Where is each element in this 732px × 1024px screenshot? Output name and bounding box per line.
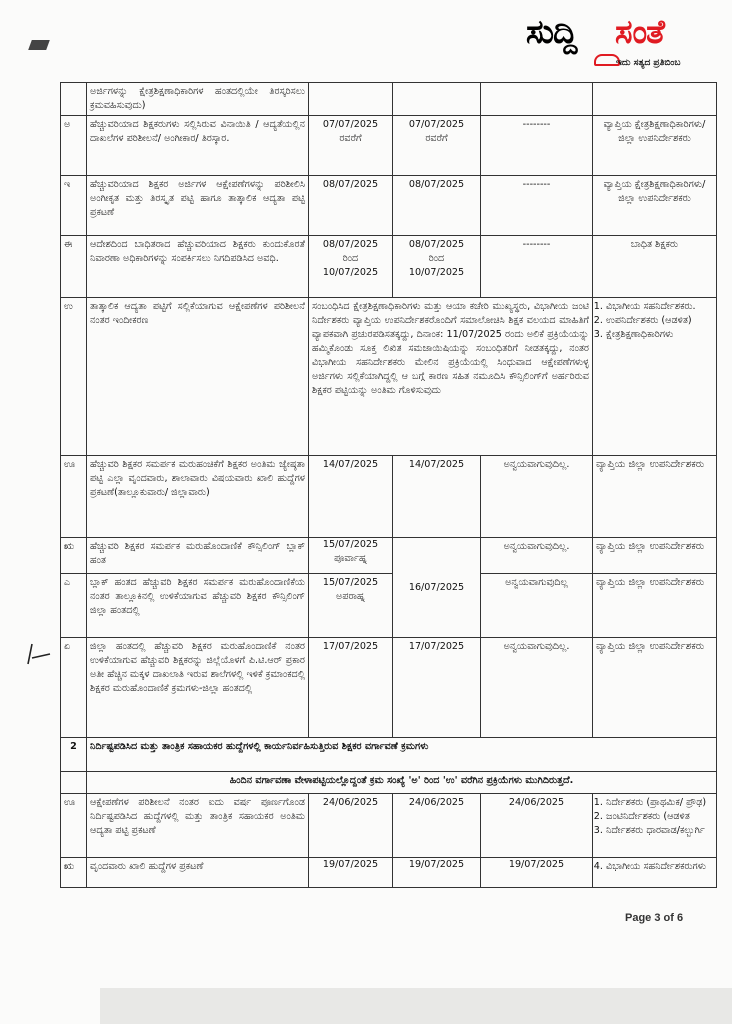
authority-item: 2. ಜಂಟಿನಿರ್ದೇಶಕರು (ಆಡಳಿತ xyxy=(606,810,713,824)
row-number: ಋ xyxy=(61,538,87,574)
note-row xyxy=(61,772,717,794)
row-date-1: 19/07/2025 xyxy=(309,858,393,888)
pen-mark-icon xyxy=(24,640,54,670)
table-row xyxy=(61,176,717,236)
table-row xyxy=(61,538,717,574)
row-date-3: ಅನ್ವಯವಾಗುವುದಿಲ್ಲ xyxy=(481,574,593,638)
section-number: 2 xyxy=(61,738,87,772)
row-task: ತಾತ್ಕಾಲಿಕ ಆದ್ಯತಾ ಪಟ್ಟಿಗೆ ಸಲ್ಲಿಕೆಯಾಗುವ ಆಕ್ಷೇಪಣೆಗಳ ಪರಿಶೀಲನೆ ನಂತರ ಇಂದೀಕರಣ xyxy=(87,298,309,456)
section-title: ನಿರ್ದಿಷ್ಟಪಡಿಸಿದ ಮತ್ತು ತಾಂತ್ರಿಕ ಸಹಾಯಕರ ಹುದ್ದೆಗಳಲ್ಲಿ ಕಾರ್ಯನಿರ್ವಹಿಸುತ್ತಿರುವ ಶಿಕ್ಷಕರ ವರ್ಗಾವಣೆ ಕ್ರಮಗಳು xyxy=(87,738,717,772)
row-date-2: 17/07/2025 xyxy=(393,638,481,738)
row-date-1: 14/07/2025 xyxy=(309,456,393,538)
row-number: ಉ xyxy=(61,298,87,456)
row-procedure-note: ಸಂಬಂಧಿಸಿದ ಕ್ಷೇತ್ರಶಿಕ್ಷಣಾಧಿಕಾರಿಗಳು ಮತ್ತು ಆಯಾ ಕಚೇರಿ ಮುಖ್ಯಸ್ಥರು, ವಿಭಾಗೀಯ ಜಂಟಿ ನಿರ್ದೇಶಕರು ವ್ಯಾಪ್ತಿಯ ಉಪನಿರ್ದೇಶಕರೊಂದಿಗೆ ಸಮಾಲೋಚಿಸಿ ಶಿಕ್ಷಕ ವಲಯದ ಮಾಹಿತಿಗೆ ವ್ಯಾಪಕವಾಗಿ ಪ್ರಚುರಪಡಿಸತಕ್ಕದ್ದು, ದಿನಾಂಕ: 11/07/2025 ರಂದು ಅಲಿಕೆ ಪ್ರಕ್ರಿಯೆಯನ್ನು ಹಮ್ಮಿಕೊಂಡು ಸೂಕ್ತ ಲಿಖಿತ ಸಮಜಾಯಿಷಿಯನ್ನು ಸಂಬಂಧಿತರಿಗೆ ನೀಡತಕ್ಕದ್ದು, ನಂತರ ವಿಭಾಗೀಯ ಸಹನಿರ್ದೇಶಕರು ಮೇಲಿನ ಪ್ರಕ್ರಿಯೆಯಲ್ಲಿ ಸಿಂಧುವಾದ ಆಕ್ಷೇಪಣೆಗಳುಳ್ಳ ಅರ್ಜಿಗಳು ಸಲ್ಲಿಕೆಯಾಗಿದ್ದಲ್ಲಿ ಆ ಬಗ್ಗೆ ಕಾರಣ ಸಹಿತ ನಮೂದಿಸಿ ಕೌನ್ಸಿಲಿಂಗ್‌ಗೆ ಅರ್ಹರಿರುವ ಶಿಕ್ಷಕರ ಪಟ್ಟಿಯನ್ನು ಅಂತಿಮ ಗೊಳಿಸುವುದು xyxy=(309,298,593,456)
table-row xyxy=(61,638,717,738)
row-date-3: -------- xyxy=(481,116,593,176)
authority-item: 3. ನಿರ್ದೇಶಕರು ಧಾರವಾಡ/ಕಲ್ಬುರ್ಗಿ xyxy=(606,824,713,838)
row-number: ಏ xyxy=(61,638,87,738)
row-task: ಜಿಲ್ಲಾ ಹಂತದಲ್ಲಿ ಹೆಚ್ಚುವರಿ ಶಿಕ್ಷಕರ ಮರುಹೊಂದಾಣಿಕೆ ನಂತರ ಉಳಿಕೆಯಾಗುವ ಹೆಚ್ಚುವರಿ ಶಿಕ್ಷಕರನ್ನು ಜಿಲ್ಲೆಯೊಳಗೆ ಪಿ.ಟಿ.ಆರ್ ಪ್ರಕಾರ ಅತೀ ಹೆಚ್ಚಿನ ಮಕ್ಕಳ ದಾಖಲಾತಿ ಇರುವ ಶಾಲೆಗಳಲ್ಲಿ ಇಳಿಕೆ ಕ್ರಮಾಂಕದಲ್ಲಿ ಶಿಕ್ಷಕರ ಮರುಹೊಂದಾಣಿಕೆ ಕ್ರಮಗಳು-ಜಿಲ್ಲಾ ಹಂತದಲ್ಲಿ xyxy=(87,638,309,738)
table-row xyxy=(61,456,717,538)
row-date-3: 24/06/2025 xyxy=(481,794,593,858)
row-date-1: 08/07/2025 xyxy=(309,176,393,236)
authority-item: 2. ಉಪನಿರ್ದೇಶಕರು (ಆಡಳಿತ) xyxy=(606,314,713,328)
row-number xyxy=(61,83,87,116)
row-authority: ವ್ಯಾಪ್ತಿಯ ಜಿಲ್ಲಾ ಉಪನಿರ್ದೇಶಕರು xyxy=(593,574,717,638)
authority-item: 4. ವಿಭಾಗೀಯ ಸಹನಿರ್ದೇಶಕರುಗಳು xyxy=(606,860,713,874)
table-row xyxy=(61,574,717,638)
row-task: ಆದೇಶದಿಂದ ಬಾಧಿತರಾದ ಹೆಚ್ಚುವರಿಯಾದ ಶಿಕ್ಷಕರು ಕುಂದುಕೊರತೆ ನಿವಾರಣಾ ಅಧಿಕಾರಿಗಳನ್ನು ಸಂಪರ್ಕಿಸಲು ನಿಗದಿಪಡಿಸಿದ ಅವಧಿ. xyxy=(87,236,309,298)
row-date-1: 17/07/2025 xyxy=(309,638,393,738)
row-date-2: 16/07/2025 xyxy=(393,538,481,638)
table-row xyxy=(61,298,717,456)
table-row xyxy=(61,236,717,298)
row-date-3: ಅನ್ವಯವಾಗುವುದಿಲ್ಲ. xyxy=(481,638,593,738)
row-authority-list xyxy=(593,794,717,858)
row-task: ವೃಂದವಾರು ಖಾಲಿ ಹುದ್ದೆಗಳ ಪ್ರಕಟಣೆ xyxy=(87,858,309,888)
authority-item: 1. ನಿರ್ದೇಶಕರು (ಪ್ರಾಥಮಿಕ/ ಪ್ರೌಢ) xyxy=(606,796,713,810)
row-number: ಈ xyxy=(61,236,87,298)
section-note: ಹಿಂದಿನ ವರ್ಗಾವಣಾ ವೇಳಾಪಟ್ಟಿಯಲ್ಲೊದ್ದಂತೆ ಕ್ರಮ ಸಂಖ್ಯೆ 'ಅ' ರಿಂದ 'ಉ' ವರೆಗಿನ ಪ್ರಕ್ರಿಯೆಗಳು ಮುಗಿದಿರುತ್ತದೆ. xyxy=(87,772,717,794)
row-date-2: 08/07/2025 xyxy=(393,176,481,236)
row-date-2: 24/06/2025 xyxy=(393,794,481,858)
row-date-3: -------- xyxy=(481,236,593,298)
row-authority: ವ್ಯಾಪ್ತಿಯ ಕ್ಷೇತ್ರಶಿಕ್ಷಣಾಧಿಕಾರಿಗಳು/ ಜಿಲ್ಲಾ ಉಪನಿರ್ದೇಶಕರು xyxy=(593,116,717,176)
row-number: ಇ xyxy=(61,176,87,236)
scan-artifact xyxy=(28,40,50,50)
table-row xyxy=(61,794,717,858)
logo-word-suddi: ಸುದ್ದಿ xyxy=(526,12,577,51)
row-date-3: ಅನ್ವಯವಾಗುವುದಿಲ್ಲ. xyxy=(481,456,593,538)
table-row xyxy=(61,83,717,116)
row-task: ಹೆಚ್ಚುವರಿ ಶಿಕ್ಷಕರ ಸಮರ್ಪಕ ಮರುಹೊಂದಾಣಿಕೆ ಕೌನ್ಸಿಲಿಂಗ್ ಬ್ಲಾಕ್ ಹಂತ xyxy=(87,538,309,574)
section-header-row xyxy=(61,738,717,772)
row-date-2: 07/07/2025 ರವರೆಗೆ xyxy=(393,116,481,176)
row-date-3: 19/07/2025 xyxy=(481,858,593,888)
row-date-3: -------- xyxy=(481,176,593,236)
table-row xyxy=(61,116,717,176)
authority-item: 3. ಕ್ಷೇತ್ರಶಿಕ್ಷಣಾಧಿಕಾರಿಗಳು xyxy=(606,328,713,342)
table-row xyxy=(61,858,717,888)
logo-word-sante: ಸಂತೆ xyxy=(615,12,664,51)
authority-item: 1. ವಿಭಾಗೀಯ ಸಹನಿರ್ದೇಶಕರು. xyxy=(606,300,713,314)
row-number: ಎ xyxy=(61,574,87,638)
row-authority: ವ್ಯಾಪ್ತಿಯ ಜಿಲ್ಲಾ ಉಪನಿರ್ದೇಶಕರು xyxy=(593,456,717,538)
row-authority: ವ್ಯಾಪ್ತಿಯ ಜಿಲ್ಲಾ ಉಪನಿರ್ದೇಶಕರು xyxy=(593,638,717,738)
row-task: ಹೆಚ್ಚುವರಿಯಾದ ಶಿಕ್ಷಕರುಗಳು ಸಲ್ಲಿಸಿರುವ ವಿನಾಯಿತಿ / ಆದ್ಯತೆಯಲ್ಲಿನ ದಾಖಲೆಗಳ ಪರಿಶೀಲನೆ/ ಅಂಗೀಕಾರ/ ತಿರಸ್ಕಾರ. xyxy=(87,116,309,176)
row-authority: ವ್ಯಾಪ್ತಿಯ ಕ್ಷೇತ್ರಶಿಕ್ಷಣಾಧಿಕಾರಿಗಳು/ ಜಿಲ್ಲಾ ಉಪನಿರ್ದೇಶಕರು xyxy=(593,176,717,236)
row-date-2: 19/07/2025 xyxy=(393,858,481,888)
page-number: Page 3 of 6 xyxy=(625,912,684,924)
row-task: ಹೆಚ್ಚುವರಿಯಾದ ಶಿಕ್ಷಕರ ಅರ್ಜಿಗಳ ಆಕ್ಷೇಪಣೆಗಳನ್ನು ಪರಿಶೀಲಿಸಿ ಅಂಗೀಕೃತ ಮತ್ತು ತಿರಸ್ಕೃತ ಪಟ್ಟಿ ಹಾಗೂ ತಾತ್ಕಾಲಿಕ ಆದ್ಯತಾ ಪಟ್ಟಿ ಪ್ರಕಟಣೆ xyxy=(87,176,309,236)
row-authority-list xyxy=(593,298,717,456)
row-task: ಆಕ್ಷೇಪಣೆಗಳ ಪರಿಶೀಲನೆ ನಂತರ ಐದು ವರ್ಷ ಪೂರ್ಣಗೊಂಡ ನಿರ್ದಿಷ್ಟಪಡಿಸಿದ ಹುದ್ದೆಗಳಲ್ಲಿ ಮತ್ತು ತಾಂತ್ರಿಕ ಸಹಾಯಕರ ಅಂತಿಮ ಆದ್ಯತಾ ಪಟ್ಟಿ ಪ್ರಕಟಣೆ xyxy=(87,794,309,858)
row-date-2: 14/07/2025 xyxy=(393,456,481,538)
row-date-1: 07/07/2025 ರವರೆಗೆ xyxy=(309,116,393,176)
row-task: ಬ್ಲಾಕ್ ಹಂತದ ಹೆಚ್ಚುವರಿ ಶಿಕ್ಷಕರ ಸಮರ್ಪಕ ಮರುಹೊಂದಾಣಿಕೆಯ ನಂತರ ತಾಲ್ಲೂಕಿನಲ್ಲಿ ಉಳಿಕೆಯಾಗುವ ಹೆಚ್ಚುವರಿ ಶಿಕ್ಷಕರ ಕೌನ್ಸಿಲಿಂಗ್ ಜಿಲ್ಲಾ ಹಂತದಲ್ಲಿ xyxy=(87,574,309,638)
row-authority-list xyxy=(593,858,717,888)
logo-tagline: ಇದು ಸತ್ಯದ ಪ್ರತಿಬಿಂಬ xyxy=(616,58,681,68)
row-date-2: 08/07/2025 ರಿಂದ 10/07/2025 xyxy=(393,236,481,298)
row-authority: ವ್ಯಾಪ್ತಿಯ ಜಿಲ್ಲಾ ಉಪನಿರ್ದೇಶಕರು xyxy=(593,538,717,574)
row-task: ಅರ್ಜಿಗಳನ್ನು ಕ್ಷೇತ್ರಶಿಕ್ಷಣಾಧಿಕಾರಿಗಳ ಹಂತದಲ್ಲಿಯೇ ತಿರಸ್ಕರಿಸಲು ಕ್ರಮವಹಿಸುವುದು) xyxy=(87,83,309,116)
row-date-1: 15/07/2025 ಅಪರಾಹ್ನ xyxy=(309,574,393,638)
row-number: ಅ xyxy=(61,116,87,176)
row-authority: ಬಾಧಿತ ಶಿಕ್ಷಕರು xyxy=(593,236,717,298)
row-date-1: 08/07/2025 ರಿಂದ 10/07/2025 xyxy=(309,236,393,298)
row-number: ಊ xyxy=(61,794,87,858)
row-date-3: ಅನ್ವಯವಾಗುವುದಿಲ್ಲ. xyxy=(481,538,593,574)
row-task: ಹೆಚ್ಚುವರಿ ಶಿಕ್ಷಕರ ಸಮರ್ಪಕ ಮರುಹಂಚಿಕೆಗೆ ಶಿಕ್ಷಕರ ಅಂತಿಮ ಜ್ಯೇಷ್ಠತಾ ಪಟ್ಟಿ ಎಲ್ಲಾ ವೃಂದವಾರು, ಶಾಲಾವಾರು ವಿಷಯವಾರು ಖಾಲಿ ಹುದ್ದೆಗಳ ಪ್ರಕಟಣೆ(ತಾಲ್ಲೂಕುವಾರು/ ಜಿಲ್ಲಾವಾರು) xyxy=(87,456,309,538)
site-logo[interactable] xyxy=(520,12,725,82)
row-number: ಋ xyxy=(61,858,87,888)
row-date-1: 24/06/2025 xyxy=(309,794,393,858)
scan-bottom-edge xyxy=(100,988,732,1024)
row-number: ಊ xyxy=(61,456,87,538)
row-date-1: 15/07/2025 ಪೂರ್ವಾಹ್ನ xyxy=(309,538,393,574)
schedule-table xyxy=(60,82,717,888)
